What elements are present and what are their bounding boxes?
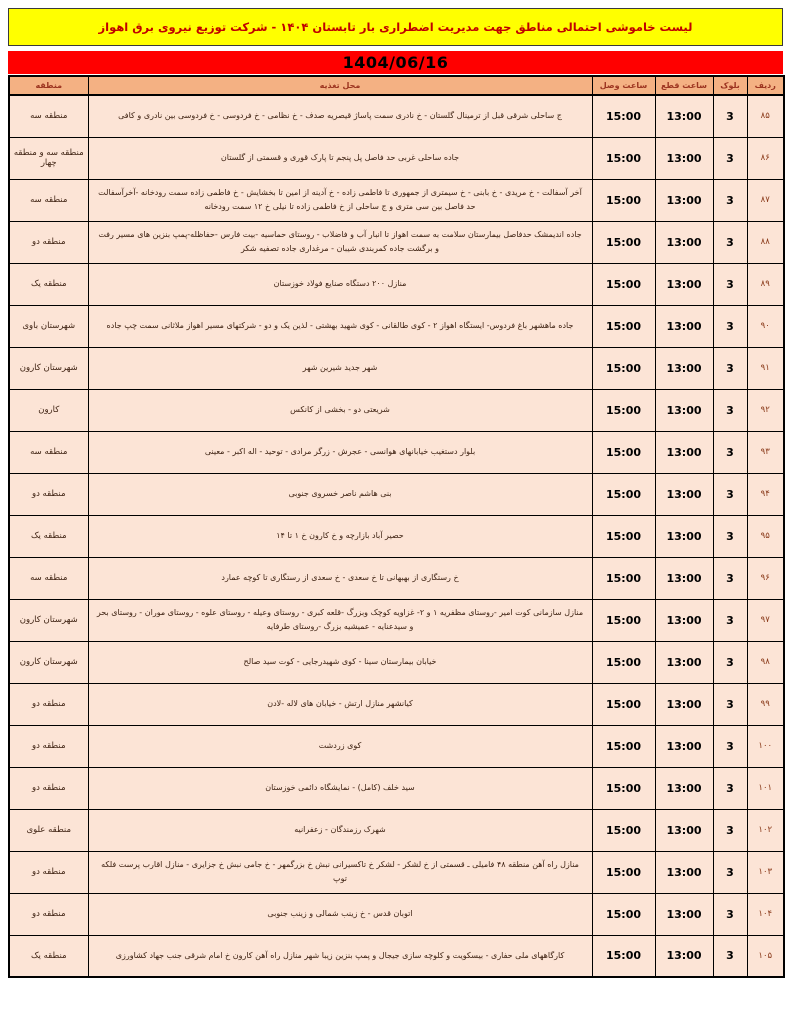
region-cell: منطقه دو — [9, 473, 88, 515]
block-cell: 3 — [713, 347, 747, 389]
region-cell: منطقه دو — [9, 767, 88, 809]
cut-time-cell: 13:00 — [655, 641, 713, 683]
feed-location-cell: شهر جدید شیرین شهر — [88, 347, 592, 389]
reconnect-time-cell: 15:00 — [592, 851, 655, 893]
feed-location-cell: بنی هاشم ناصر خسروی جنوبی — [88, 473, 592, 515]
reconnect-time-cell: 15:00 — [592, 683, 655, 725]
region-cell: منطقه یک — [9, 515, 88, 557]
feed-location-cell: شریعتی دو - بخشی از کانکس — [88, 389, 592, 431]
row-number-cell: ۸۶ — [747, 137, 784, 179]
block-cell: 3 — [713, 557, 747, 599]
column-header-feed-location: محل تغذیه — [88, 76, 592, 95]
cut-time-cell: 13:00 — [655, 515, 713, 557]
region-cell: منطقه سه — [9, 431, 88, 473]
block-cell: 3 — [713, 515, 747, 557]
row-number-cell: ۸۵ — [747, 95, 784, 137]
column-header-row-number: ردیف — [747, 76, 784, 95]
reconnect-time-cell: 15:00 — [592, 599, 655, 641]
table-row — [9, 473, 784, 515]
block-cell: 3 — [713, 809, 747, 851]
reconnect-time-cell: 15:00 — [592, 263, 655, 305]
table-row — [9, 641, 784, 683]
reconnect-time-cell: 15:00 — [592, 137, 655, 179]
table-row — [9, 725, 784, 767]
row-number-cell: ۸۸ — [747, 221, 784, 263]
cut-time-cell: 13:00 — [655, 725, 713, 767]
date-banner — [8, 51, 783, 74]
feed-location-cell: ج ساحلی شرقی قبل از ترمینال گلستان - خ نادری سمت پاساژ قیصریه صدف - خ نظامی - خ فردوسی - خ فردوسی بین نادری و کافی — [88, 95, 592, 137]
region-cell: منطقه دو — [9, 893, 88, 935]
reconnect-time-cell: 15:00 — [592, 809, 655, 851]
region-cell: منطقه دو — [9, 221, 88, 263]
reconnect-time-cell: 15:00 — [592, 179, 655, 221]
feed-location-cell: اتوبان قدس - خ زینب شمالی و زینب جنوبی — [88, 893, 592, 935]
cut-time-cell: 13:00 — [655, 431, 713, 473]
block-cell: 3 — [713, 641, 747, 683]
reconnect-time-cell: 15:00 — [592, 305, 655, 347]
cut-time-cell: 13:00 — [655, 347, 713, 389]
cut-time-cell: 13:00 — [655, 767, 713, 809]
block-cell: 3 — [713, 473, 747, 515]
reconnect-time-cell: 15:00 — [592, 725, 655, 767]
region-cell: منطقه دو — [9, 683, 88, 725]
region-cell: منطقه سه — [9, 557, 88, 599]
block-cell: 3 — [713, 95, 747, 137]
reconnect-time-cell: 15:00 — [592, 431, 655, 473]
cut-time-cell: 13:00 — [655, 263, 713, 305]
table-row — [9, 347, 784, 389]
row-number-cell: ۱۰۰ — [747, 725, 784, 767]
feed-location-cell: منازل سازمانی کوت امیر -روستای مظفریه ۱ و ۲- غزاویه کوچک وبزرگ -قلعه کبری - روستای وعیله - روستای علوه - روستای موران - روستای بحر و سیدعنایه - عمیشیه بزرگ -روستای طرفایه — [88, 599, 592, 641]
reconnect-time-cell: 15:00 — [592, 473, 655, 515]
block-cell: 3 — [713, 725, 747, 767]
block-cell: 3 — [713, 893, 747, 935]
table-row — [9, 95, 784, 137]
cut-time-cell: 13:00 — [655, 137, 713, 179]
region-cell: شهرستان کارون — [9, 641, 88, 683]
region-cell: منطقه دو — [9, 725, 88, 767]
block-cell: 3 — [713, 935, 747, 977]
outage-table — [8, 75, 785, 978]
cut-time-cell: 13:00 — [655, 683, 713, 725]
region-cell: منطقه یک — [9, 263, 88, 305]
row-number-cell: ۹۳ — [747, 431, 784, 473]
table-row — [9, 263, 784, 305]
feed-location-cell: بلوار دستغیب خیابانهای هوانسی - عجرش - زرگر مرادی - توحید - اله اکبر - معینی — [88, 431, 592, 473]
cut-time-cell: 13:00 — [655, 473, 713, 515]
reconnect-time-cell: 15:00 — [592, 557, 655, 599]
table-row — [9, 389, 784, 431]
reconnect-time-cell: 15:00 — [592, 893, 655, 935]
column-header-reconnect-time: ساعت وصل — [592, 76, 655, 95]
outage-table-body — [9, 95, 784, 977]
feed-location-cell: خیابان بیمارستان سینا - کوی شهیدرجایی - کوت سید صالح — [88, 641, 592, 683]
row-number-cell: ۹۶ — [747, 557, 784, 599]
table-row — [9, 515, 784, 557]
feed-location-cell: خ رستگاری از بهبهانی تا خ سعدی - خ سعدی از رستگاری تا کوچه عمارد — [88, 557, 592, 599]
feed-location-cell: سید خلف (کامل) - نمایشگاه دائمی خوزستان — [88, 767, 592, 809]
row-number-cell: ۹۵ — [747, 515, 784, 557]
reconnect-time-cell: 15:00 — [592, 389, 655, 431]
row-number-cell: ۸۷ — [747, 179, 784, 221]
region-cell: منطقه سه — [9, 95, 88, 137]
region-cell: شهرستان باوی — [9, 305, 88, 347]
cut-time-cell: 13:00 — [655, 557, 713, 599]
row-number-cell: ۱۰۳ — [747, 851, 784, 893]
row-number-cell: ۹۸ — [747, 641, 784, 683]
table-row — [9, 557, 784, 599]
title-banner — [8, 8, 783, 46]
column-header-block: بلوک — [713, 76, 747, 95]
table-row — [9, 431, 784, 473]
block-cell: 3 — [713, 221, 747, 263]
feed-location-cell: منازل راه آهن منطقه ۴۸ فامیلی ـ قسمتی از خ لشکر - لشکر خ تاکسیرانی نبش خ بزرگمهر - خ جامی نبش خ جزایری - منازل اقارب پرست فلکه توپ — [88, 851, 592, 893]
block-cell: 3 — [713, 263, 747, 305]
block-cell: 3 — [713, 137, 747, 179]
feed-location-cell: کارگاههای ملی حفاری - بیسکویت و کلوچه سازی جیجال و پمپ بنزین زیبا شهر منازل راه آهن کارون خ امام شرقی جنب جهاد کشاورزی — [88, 935, 592, 977]
row-number-cell: ۹۷ — [747, 599, 784, 641]
cut-time-cell: 13:00 — [655, 893, 713, 935]
reconnect-time-cell: 15:00 — [592, 515, 655, 557]
feed-location-cell: کوی زردشت — [88, 725, 592, 767]
region-cell: کارون — [9, 389, 88, 431]
cut-time-cell: 13:00 — [655, 305, 713, 347]
table-row — [9, 893, 784, 935]
region-cell: منطقه سه و منطقه چهار — [9, 137, 88, 179]
region-cell: شهرستان کارون — [9, 347, 88, 389]
feed-location-cell: منازل ۲۰۰ دستگاه صنایع فولاد خوزستان — [88, 263, 592, 305]
block-cell: 3 — [713, 431, 747, 473]
table-row — [9, 767, 784, 809]
feed-location-cell: جاده ساحلی غربی حد فاصل پل پنجم تا پارک قوری و قسمتی از گلستان — [88, 137, 592, 179]
table-row — [9, 809, 784, 851]
table-row — [9, 179, 784, 221]
reconnect-time-cell: 15:00 — [592, 347, 655, 389]
reconnect-time-cell: 15:00 — [592, 641, 655, 683]
row-number-cell: ۸۹ — [747, 263, 784, 305]
table-row — [9, 221, 784, 263]
reconnect-time-cell: 15:00 — [592, 95, 655, 137]
feed-location-cell: جاده اندیمشک حدفاصل بیمارستان سلامت به سمت اهواز تا انبار آب و فاضلاب - روستای حماسیه -بیت فارس -حفاظله-پمپ بنزین های مسیر رفت و برگشت جاده کمربندی شیبان - مرغداری جاده تصفیه شکر — [88, 221, 592, 263]
block-cell: 3 — [713, 599, 747, 641]
row-number-cell: ۱۰۱ — [747, 767, 784, 809]
row-number-cell: ۹۴ — [747, 473, 784, 515]
block-cell: 3 — [713, 851, 747, 893]
cut-time-cell: 13:00 — [655, 599, 713, 641]
cut-time-cell: 13:00 — [655, 935, 713, 977]
cut-time-cell: 13:00 — [655, 809, 713, 851]
table-row — [9, 683, 784, 725]
block-cell: 3 — [713, 389, 747, 431]
feed-location-cell: جاده ماهشهر باغ فردوس- ایستگاه اهواز ۲ - کوی طالقانی - کوی شهید بهشتی - لذین یک و دو - شرکتهای مسیر اهواز ملاثانی سمت چپ جاده — [88, 305, 592, 347]
block-cell: 3 — [713, 767, 747, 809]
table-row — [9, 851, 784, 893]
cut-time-cell: 13:00 — [655, 389, 713, 431]
column-header-cut-time: ساعت قطع — [655, 76, 713, 95]
cut-time-cell: 13:00 — [655, 95, 713, 137]
region-cell: منطقه سه — [9, 179, 88, 221]
column-header-region: منطقه — [9, 76, 88, 95]
row-number-cell: ۹۲ — [747, 389, 784, 431]
feed-location-cell: کیانشهر منازل ارتش - خیابان های لاله -لادن — [88, 683, 592, 725]
region-cell: منطقه یک — [9, 935, 88, 977]
table-row — [9, 305, 784, 347]
row-number-cell: ۱۰۵ — [747, 935, 784, 977]
page-title: لیست خاموشی احتمالی مناطق جهت مدیریت اضطراری بار تابستان ۱۴۰۴ - شرکت توزیع نیروی برق اهواز — [98, 20, 693, 34]
reconnect-time-cell: 15:00 — [592, 767, 655, 809]
row-number-cell: ۹۱ — [747, 347, 784, 389]
table-row — [9, 137, 784, 179]
cut-time-cell: 13:00 — [655, 221, 713, 263]
cut-time-cell: 13:00 — [655, 179, 713, 221]
row-number-cell: ۹۰ — [747, 305, 784, 347]
block-cell: 3 — [713, 305, 747, 347]
table-row — [9, 935, 784, 977]
feed-location-cell: آخر آسفالت - خ مریدی - خ بابنی - خ سیمتری از جمهوری تا فاطمی زاده - خ آدینه از امین تا بخشایش - خ فاطمی زاده سمت رودخانه -آخرآسفالت حد فاصل بین سی متری و ج ساحلی از خ فاطمی زاده تا نیلی خ ۱۲ سمت رودخانه — [88, 179, 592, 221]
reconnect-time-cell: 15:00 — [592, 221, 655, 263]
row-number-cell: ۹۹ — [747, 683, 784, 725]
region-cell: شهرستان کارون — [9, 599, 88, 641]
row-number-cell: ۱۰۲ — [747, 809, 784, 851]
date-value: 1404/06/16 — [342, 53, 449, 72]
feed-location-cell: حصیر آباد بازارچه و خ کارون خ ۱ تا ۱۴ — [88, 515, 592, 557]
block-cell: 3 — [713, 683, 747, 725]
feed-location-cell: شهرک رزمندگان - زعفرانیه — [88, 809, 592, 851]
region-cell: منطقه علوی — [9, 809, 88, 851]
table-header-row — [9, 76, 784, 95]
cut-time-cell: 13:00 — [655, 851, 713, 893]
row-number-cell: ۱۰۴ — [747, 893, 784, 935]
block-cell: 3 — [713, 179, 747, 221]
reconnect-time-cell: 15:00 — [592, 935, 655, 977]
table-row — [9, 599, 784, 641]
region-cell: منطقه دو — [9, 851, 88, 893]
